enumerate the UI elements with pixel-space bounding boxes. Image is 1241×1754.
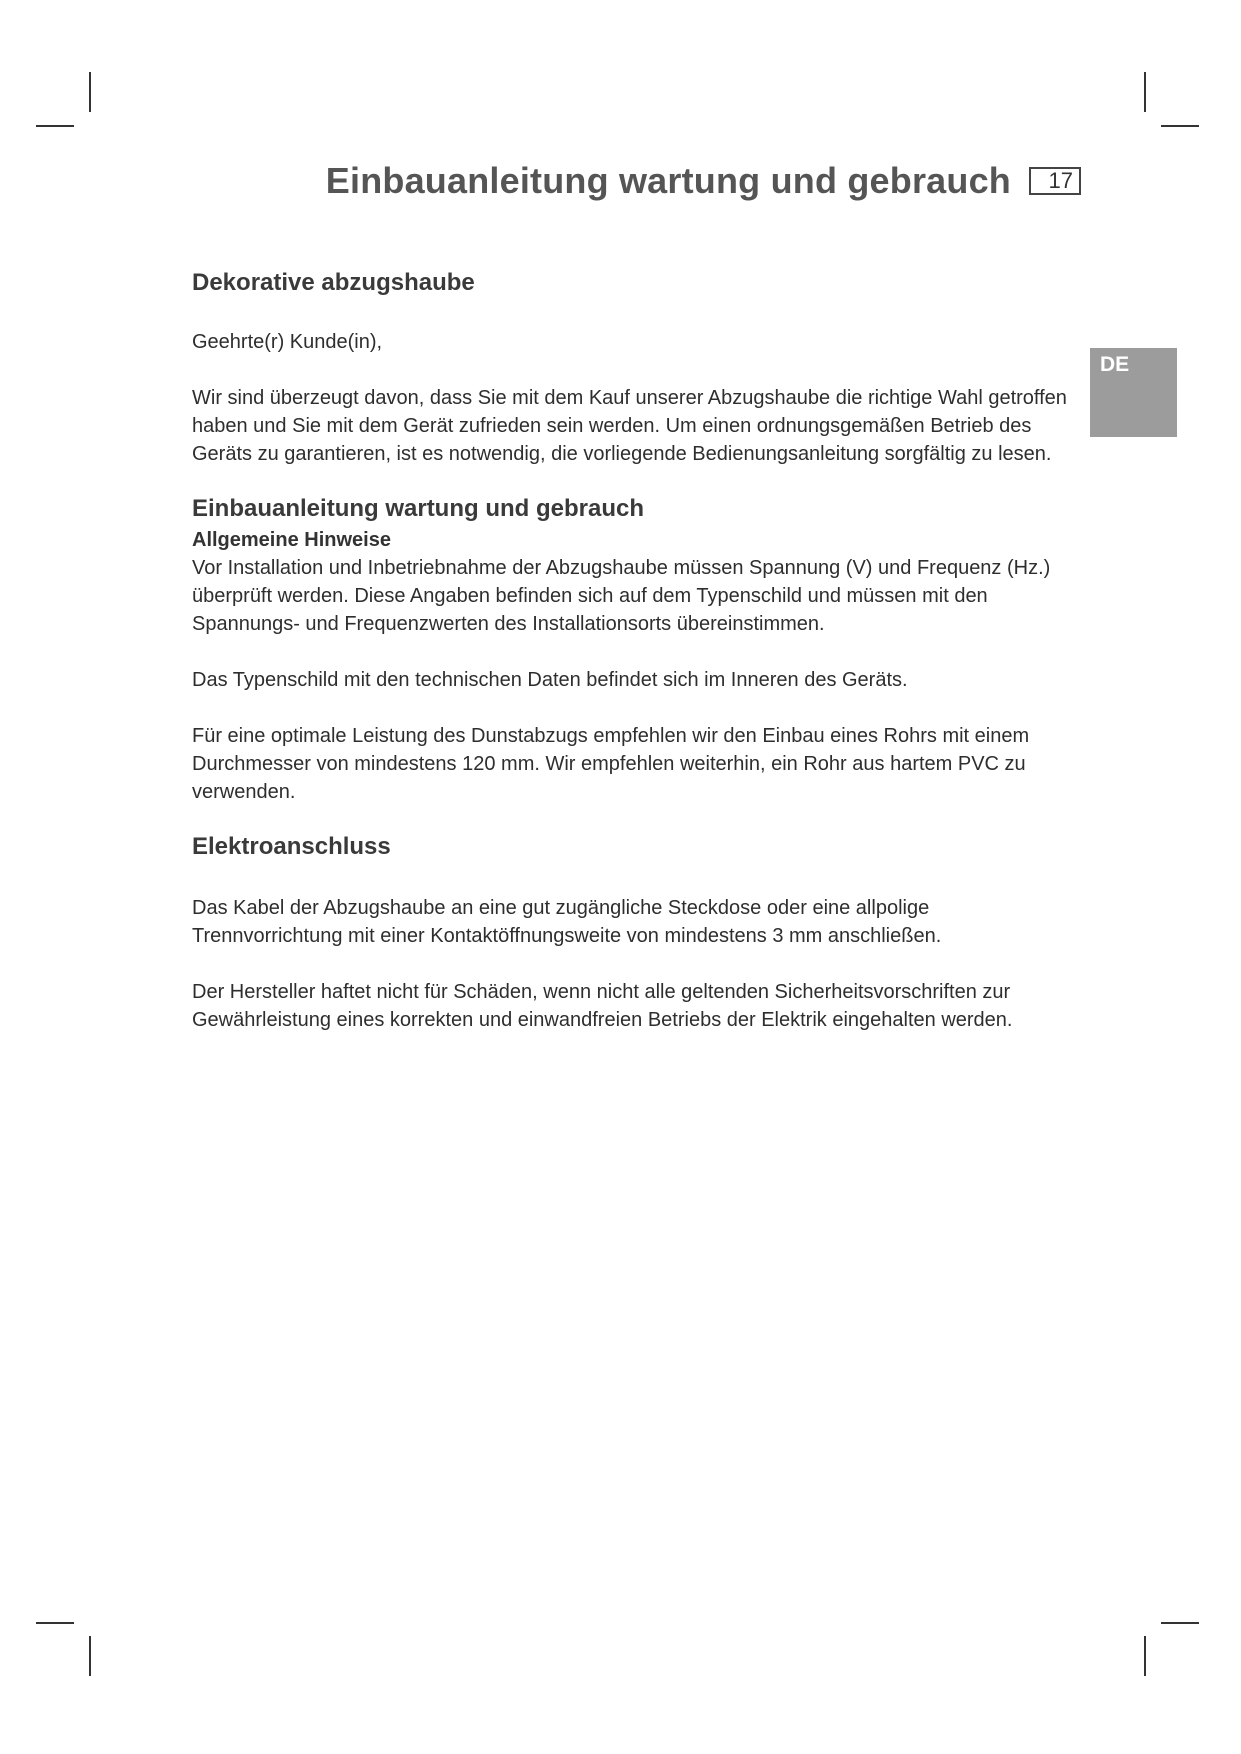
general-paragraph: Das Typenschild mit den technischen Daten befindet sich im Inneren des Geräts. [192, 669, 908, 691]
intro-paragraph: Wir sind überzeugt davon, dass Sie mit dem Kauf unserer Abzugshaube die richtige Wahl getroffen haben und Sie mit dem Gerät zufrieden sein werden. Um einen ordnungsgemäßen Betrieb des Geräts zu garantieren, ist es notwendig, die vorliegende Bedienungsanleitung sorgfältig zu lesen. [192, 387, 1067, 465]
language-tab: DE [1090, 348, 1177, 437]
section-heading-electrical: Elektroanschluss [192, 833, 391, 860]
electrical-paragraph: Das Kabel der Abzugshaube an eine gut zugängliche Steckdose oder eine allpolige Trennvorrichtung mit einer Kontaktöffnungsweite von mindestens 3 mm anschließen. [192, 897, 942, 947]
crop-mark [1144, 72, 1146, 112]
crop-mark [89, 1636, 91, 1676]
page-title: Einbauanleitung wartung und gebrauch [325, 160, 1011, 201]
crop-mark [36, 125, 74, 127]
page-number: 17 [1029, 167, 1081, 195]
subheading-general: Allgemeine Hinweise [192, 529, 391, 551]
section-heading-intro: Dekorative abzugshaube [192, 269, 475, 296]
crop-mark [1161, 1622, 1199, 1624]
crop-mark [89, 72, 91, 112]
crop-mark [1161, 125, 1199, 127]
general-paragraph: Für eine optimale Leistung des Dunstabzugs empfehlen wir den Einbau eines Rohrs mit einem Durchmesser von mindestens 120 mm. Wir empfehlen weiterhin, ein Rohr aus hartem PVC zu verwenden. [192, 725, 1030, 803]
crop-mark [36, 1622, 74, 1624]
greeting: Geehrte(r) Kunde(in), [192, 331, 383, 353]
document-body [192, 266, 1072, 1034]
electrical-paragraph: Der Hersteller haftet nicht für Schäden, wenn nicht alle geltenden Sicherheitsvorschriften zur Gewährleistung eines korrekten und einwandfreien Betriebs der Elektrik eingehalten werden. [192, 981, 1013, 1031]
section-heading-install: Einbauanleitung wartung und gebrauch [192, 495, 645, 522]
general-paragraph: Vor Installation und Inbetriebnahme der Abzugshaube müssen Spannung (V) und Frequenz (Hz.) überprüft werden. Diese Angaben befinden sich auf dem Typenschild und müssen mit den Spannungs- und Frequenzwerten des Installationsorts übereinstimmen. [192, 557, 1051, 635]
page-header [326, 160, 1081, 202]
crop-mark [1144, 1636, 1146, 1676]
